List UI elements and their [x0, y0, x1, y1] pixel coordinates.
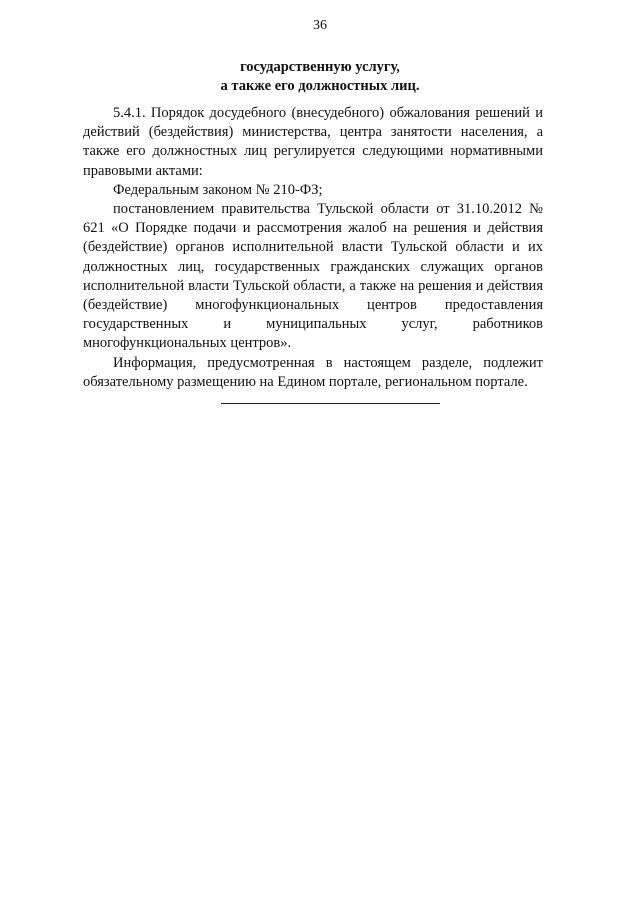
section-heading-line-2: а также его должностных лиц. [220, 78, 420, 94]
document-body [83, 104, 543, 392]
paragraph-federal-law: Федеральным законом № 210-ФЗ; [113, 181, 323, 198]
section-heading [0, 58, 640, 96]
paragraph-resolution: постановлением правительства Тульской области от 31.10.2012 № 621 «О Порядке подачи и рассмотрения жалоб на решения и действия (бездействие) органов исполнительной власти Тульской области и их должностных лиц, государственных гражданских служащих органов исполнительной власти Тульской области, а также на решения и действия (бездействие) многофункциональных центров предоставления государственных и муниципальных услуг, работников многофункциональных центров». [83, 201, 543, 352]
end-divider [221, 403, 440, 404]
paragraph-information: Информация, предусмотренная в настоящем разделе, подлежит обязательному размещению на Едином портале, региональном портале. [83, 354, 543, 390]
section-heading-line-1: государственную услугу, [240, 59, 400, 75]
page-number: 36 [313, 18, 327, 33]
paragraph-5-4-1: 5.4.1. Порядок досудебного (внесудебного) обжалования решений и действий (бездействия) министерства, центра занятости населения, а также его должностных лиц регулируется следующими нормативными правовыми актами: [83, 105, 543, 179]
